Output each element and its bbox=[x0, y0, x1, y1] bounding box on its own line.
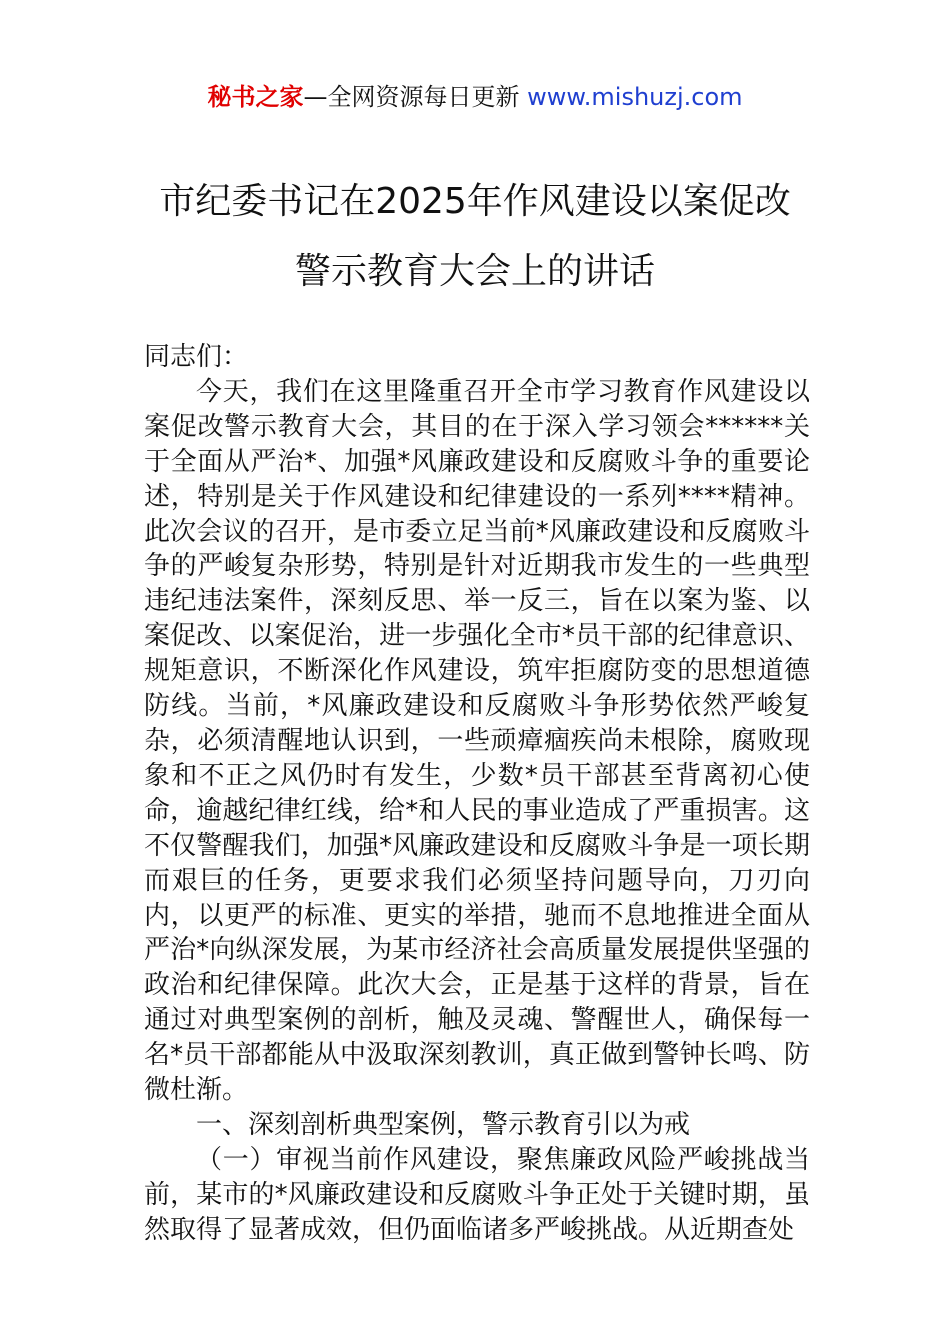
paragraph-section-1-1: （一）审视当前作风建设，聚焦廉政风险严峻挑战当前，某市的*风廉政建设和反腐败斗争正处于关键时期，虽然取得了显著成效，但仍面临诸多严峻挑战。从近期查处 bbox=[144, 1144, 810, 1245]
header-tagline: —全网资源每日更新 bbox=[303, 83, 528, 111]
section-heading-1: 一、深刻剖析典型案例，警示教育引以为戒 bbox=[196, 1109, 691, 1140]
site-header bbox=[0, 80, 950, 114]
document-title-line-1: 市纪委书记在2025年作风建设以案促改 bbox=[159, 181, 791, 222]
salutation: 同志们： bbox=[144, 342, 249, 372]
paragraph-intro: 今天，我们在这里隆重召开全市学习教育作风建设以案促改警示教育大会，其目的在于深入学习领会******关于全面从严治*、加强*风廉政建设和反腐败斗争的重要论述，特别是关于作风建设和纪律建设的一系列****精神。此次会议的召开，是市委立足当前*风廉政建设和反腐败斗争的严峻复杂形势，特别是针对近期我市发生的一些典型违纪违法案件，深刻反思、举一反三，旨在以案为鉴、以案促改、以案促治，进一步强化全市*员干部的纪律意识、规矩意识，不断深化作风建设，筑牢拒腐防变的思想道德防线。当前，*风廉政建设和反腐败斗争形势依然严峻复杂，必须清醒地认识到，一些顽瘴痼疾尚未根除，腐败现象和不正之风仍时有发生，少数*员干部甚至背离初心使命，逾越纪律红线，给*和人民的事业造成了严重损害。这不仅警醒我们，加强*风廉政建设和反腐败斗争是一项长期而艰巨的任务，更要求我们必须坚持问题导向，刀刃向内，以更严的标准、更实的举措，驰而不息地推进全面从严治*向纵深发展，为某市经济社会高质量发展提供坚强的政治和纪律保障。此次大会，正是基于这样的背景，旨在通过对典型案例的剖析，触及灵魂、警醒世人，确保每一名*员干部都能从中汲取深刻教训，真正做到警钟长鸣、防微杜渐。 bbox=[144, 376, 810, 1106]
document-title-line-2: 警示教育大会上的讲话 bbox=[294, 251, 655, 292]
document-body bbox=[144, 340, 810, 1248]
site-url-link[interactable]: www.mishuzj.com bbox=[527, 83, 743, 111]
brand-name: 秘书之家 bbox=[207, 83, 304, 111]
